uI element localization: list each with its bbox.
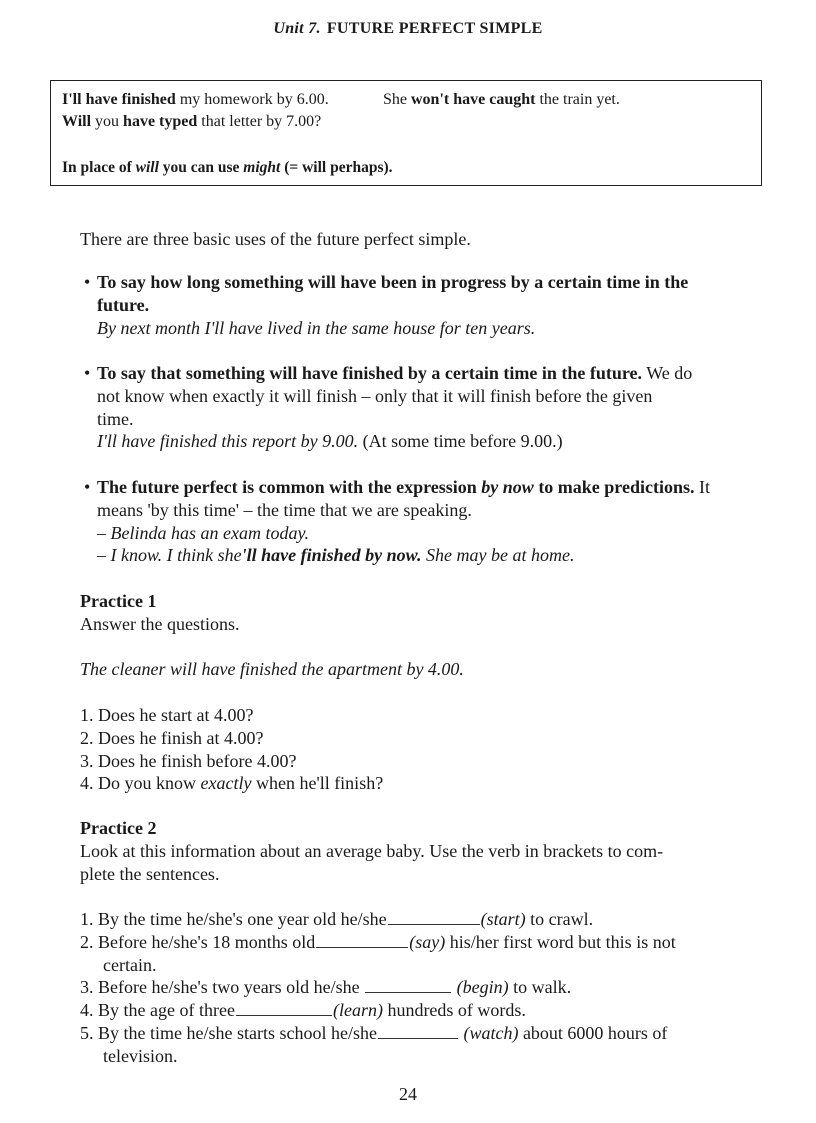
page-number: 24 bbox=[399, 1084, 417, 1104]
sentence-5-start: 5. By the time he/she starts school he/she bbox=[80, 1022, 377, 1043]
use-3-by-now: by now bbox=[481, 477, 534, 497]
sentence-2-verb: (say) bbox=[409, 931, 446, 952]
box-example-3-rest: that letter by 7.00? bbox=[197, 113, 322, 130]
use-2-line-2: not know when exactly it will finish – only that it will finish before the given bbox=[97, 385, 653, 406]
question-4 bbox=[80, 772, 383, 795]
unit-title: FUTURE PERFECT SIMPLE bbox=[326, 20, 543, 37]
box-note-will: will bbox=[135, 159, 159, 176]
answer-blank-5[interactable] bbox=[378, 1024, 458, 1039]
bullet-icon: • bbox=[84, 477, 91, 497]
answer-blank-3[interactable] bbox=[365, 978, 451, 993]
use-1 bbox=[84, 271, 689, 339]
box-example-2-rest: the train yet. bbox=[535, 91, 620, 108]
use-2-example: I'll have finished this report by 9.00. bbox=[97, 431, 359, 452]
sentence-3-start: 3. Before he/she's two years old he/she bbox=[80, 977, 365, 998]
unit-label: Unit 7. bbox=[273, 20, 321, 37]
sentence-3 bbox=[80, 976, 676, 999]
sentence-2-start: 2. Before he/she's 18 months old bbox=[80, 931, 316, 952]
use-3-dialog-1: – Belinda has an exam today. bbox=[97, 522, 309, 543]
box-example-1 bbox=[62, 91, 329, 109]
box-example-2-bold: won't have caught bbox=[411, 91, 536, 108]
sentence-4-end: hundreds of words. bbox=[382, 1000, 526, 1021]
page-header bbox=[0, 20, 816, 38]
practice-1-instruction: Answer the questions. bbox=[80, 613, 240, 634]
use-1-line-2: future. bbox=[97, 294, 150, 315]
box-note-part-2: you can use bbox=[158, 159, 244, 176]
sentence-2-end: his/her first word but this is not bbox=[445, 931, 676, 952]
box-note bbox=[62, 159, 393, 177]
practice-2-sentences bbox=[80, 908, 676, 1068]
box-note-part-1: In place of bbox=[62, 159, 136, 176]
use-2 bbox=[84, 362, 693, 453]
question-4-end: when he'll finish? bbox=[251, 773, 384, 794]
grammar-box bbox=[50, 80, 762, 186]
intro-text: There are three basic uses of the future perfect simple. bbox=[80, 229, 471, 249]
use-2-line-3: time. bbox=[97, 408, 134, 429]
box-example-2 bbox=[383, 91, 620, 109]
use-2-example-note: (At some time before 9.00.) bbox=[358, 431, 563, 452]
box-note-might: might bbox=[243, 159, 281, 176]
box-example-2-start: She bbox=[383, 91, 411, 108]
use-1-example: By next month I'll have lived in the same house for ten years. bbox=[97, 317, 536, 338]
sentence-5-line-2: television. bbox=[103, 1045, 178, 1066]
practice-1-questions bbox=[80, 704, 383, 795]
sentence-1-verb: (start) bbox=[480, 909, 526, 929]
question-3: 3. Does he finish before 4.00? bbox=[80, 750, 297, 771]
box-note-part-3: (= will perhaps). bbox=[280, 159, 393, 176]
sentence-4-start: 4. By the age of three bbox=[80, 1000, 235, 1021]
question-2: 2. Does he finish at 4.00? bbox=[80, 727, 264, 748]
box-example-3-bold-2: have typed bbox=[123, 113, 198, 130]
sentence-3-verb: (begin) bbox=[456, 977, 509, 998]
use-2-bold: To say that something will have finished by a certain time in the future. bbox=[97, 363, 643, 383]
sentence-2 bbox=[80, 931, 676, 954]
sentence-5 bbox=[80, 1022, 676, 1045]
question-1: 1. Does he start at 4.00? bbox=[80, 705, 254, 725]
answer-blank-1[interactable] bbox=[388, 910, 480, 925]
answer-blank-2[interactable] bbox=[316, 933, 408, 948]
sentence-4 bbox=[80, 999, 676, 1022]
use-3-rest: It bbox=[694, 477, 710, 497]
use-3 bbox=[84, 476, 710, 567]
bullet-icon: • bbox=[84, 272, 91, 292]
sentence-1 bbox=[80, 908, 676, 931]
use-3-dialog-2a: – I know. I think she bbox=[97, 545, 242, 566]
use-3-bold-1: The future perfect is common with the expression bbox=[97, 477, 482, 497]
box-example-3-bold-1: Will bbox=[62, 113, 92, 130]
practice-1-title: Practice 1 bbox=[80, 591, 157, 611]
box-example-1-rest: my homework by 6.00. bbox=[175, 91, 329, 108]
answer-blank-4[interactable] bbox=[236, 1001, 332, 1016]
practice-2-instruction-2: plete the sentences. bbox=[80, 863, 220, 884]
sentence-4-verb: (learn) bbox=[332, 1000, 383, 1021]
practice-1-example bbox=[80, 658, 464, 681]
practice-2-title: Practice 2 bbox=[80, 818, 157, 838]
practice-1 bbox=[80, 590, 239, 636]
sentence-5-end: about 6000 hours of bbox=[518, 1022, 668, 1043]
practice-1-example-text: The cleaner will have finished the apartment by 4.00. bbox=[80, 659, 464, 679]
use-3-dialog-2b: 'll have finished by now. bbox=[241, 545, 422, 566]
use-1-line-1: To say how long something will have been in progress by a certain time in the bbox=[97, 272, 689, 292]
practice-2-instruction-1: Look at this information about an average baby. Use the verb in brackets to com- bbox=[80, 840, 664, 861]
practice-2 bbox=[80, 817, 663, 885]
question-4-start: 4. Do you know bbox=[80, 773, 201, 794]
box-example-1-bold: I'll have finished bbox=[62, 91, 176, 108]
sentence-1-end: to crawl. bbox=[525, 909, 594, 929]
use-3-bold-2: to make predictions. bbox=[533, 477, 695, 497]
sentence-3-end: to walk. bbox=[508, 977, 572, 998]
box-example-3 bbox=[62, 113, 321, 131]
box-example-3-plain: you bbox=[91, 113, 124, 130]
bullet-icon: • bbox=[84, 363, 91, 383]
sentence-2-line-2: certain. bbox=[103, 954, 157, 975]
question-4-italic: exactly bbox=[200, 773, 252, 794]
use-3-line-2: means 'by this time' – the time that we are speaking. bbox=[97, 499, 472, 520]
sentence-1-start: 1. By the time he/she's one year old he/she bbox=[80, 909, 387, 929]
use-2-rest: We do bbox=[642, 363, 693, 383]
sentence-5-verb: (watch) bbox=[463, 1022, 519, 1043]
use-3-dialog-2c: She may be at home. bbox=[421, 545, 575, 566]
